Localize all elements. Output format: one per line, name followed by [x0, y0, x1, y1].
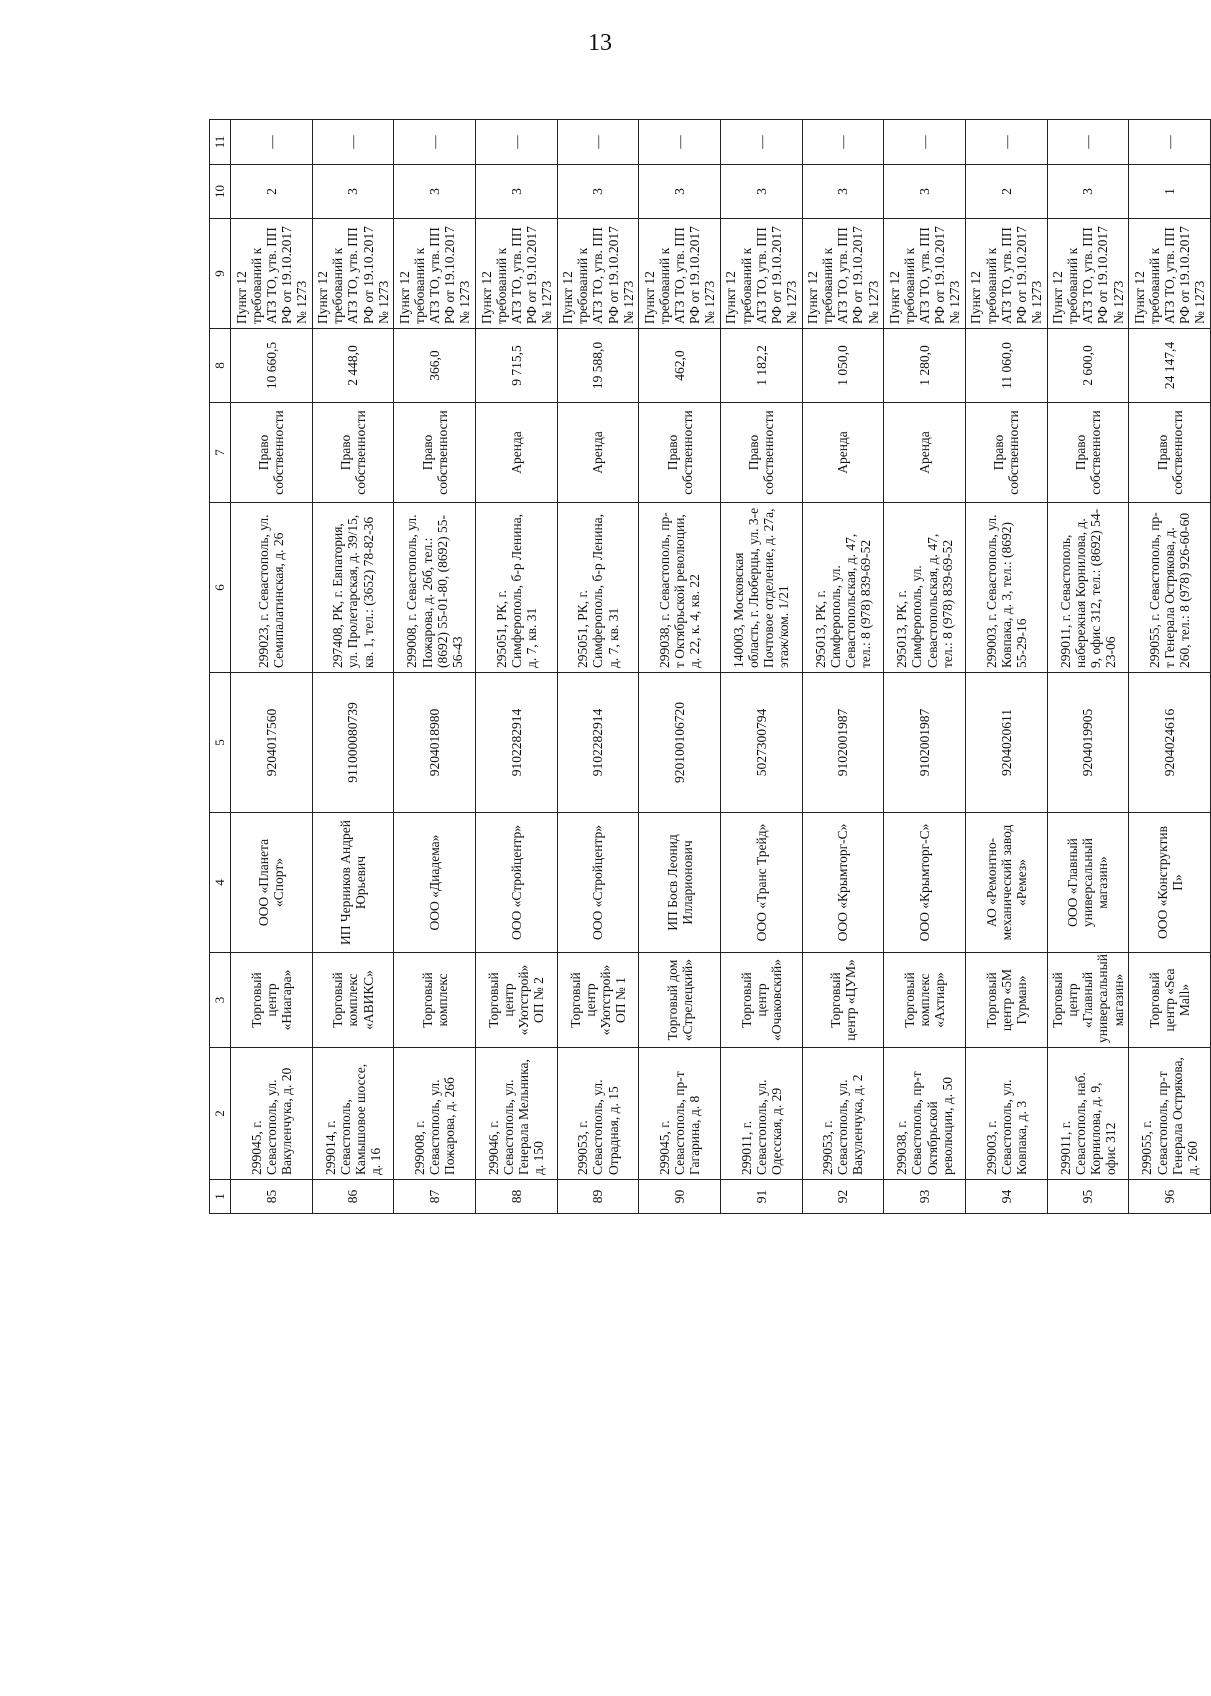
category-cell: 3 — [1047, 165, 1129, 219]
object-name-cell: Торговый центр «ЦУМ» — [802, 953, 884, 1048]
owner-name-cell: ООО «Крымторг-С» — [802, 813, 884, 953]
note-cell: — — [557, 120, 639, 165]
category-cell: 3 — [394, 165, 476, 219]
row-number-cell: 87 — [394, 1180, 476, 1214]
inn-cell: 5027300794 — [720, 673, 802, 813]
object-address-cell: 299014, г. Севастополь, Камышовое шоссе, д. 16 — [312, 1048, 394, 1180]
ownership-right-cell: Аренда — [802, 403, 884, 503]
row-number-cell: 95 — [1047, 1180, 1129, 1214]
basis-cell: Пункт 12 требований к АТЗ ТО, утв. ПП РФ от 19.10.2017 № 1273 — [557, 219, 639, 329]
inn-cell: 9102282914 — [557, 673, 639, 813]
table-row — [720, 120, 802, 1214]
owner-address-cell: 297408, РК, г. Евпатория, ул. Пролетарская, д. 39/15, кв. 1, тел.: (3652) 78-82-36 — [312, 503, 394, 673]
area-cell: 24 147,4 — [1129, 329, 1211, 403]
note-cell: — — [965, 120, 1047, 165]
category-cell: 3 — [557, 165, 639, 219]
basis-cell: Пункт 12 требований к АТЗ ТО, утв. ПП РФ от 19.10.2017 № 1273 — [231, 219, 313, 329]
ownership-right-cell: Право собственности — [1047, 403, 1129, 503]
column-header-2: 2 — [210, 1048, 231, 1180]
basis-cell: Пункт 12 требований к АТЗ ТО, утв. ПП РФ от 19.10.2017 № 1273 — [1129, 219, 1211, 329]
basis-cell: Пункт 12 требований к АТЗ ТО, утв. ПП РФ от 19.10.2017 № 1273 — [802, 219, 884, 329]
column-header-4: 4 — [210, 813, 231, 953]
row-number-cell: 91 — [720, 1180, 802, 1214]
ownership-right-cell: Право собственности — [312, 403, 394, 503]
object-name-cell: Торговый центр «Главный универсальный магазин» — [1047, 953, 1129, 1048]
basis-cell: Пункт 12 требований к АТЗ ТО, утв. ПП РФ от 19.10.2017 № 1273 — [884, 219, 966, 329]
column-header-3: 3 — [210, 953, 231, 1048]
object-address-cell: 299011, г. Севастополь, ул. Одесская, д. 29 — [720, 1048, 802, 1180]
object-address-cell: 299008, г. Севастополь, ул. Пожарова, д. 26б — [394, 1048, 476, 1180]
category-cell: 2 — [965, 165, 1047, 219]
owner-name-cell: ООО «Стройцентр» — [475, 813, 557, 953]
note-cell: — — [802, 120, 884, 165]
object-name-cell: Торговый дом «Стрелецкий» — [639, 953, 721, 1048]
inn-cell: 9102001987 — [884, 673, 966, 813]
table-row — [884, 120, 966, 1214]
table-row — [475, 120, 557, 1214]
table-row — [394, 120, 476, 1214]
object-address-cell: 299053, г. Севастополь, ул. Отрадная, д. 15 — [557, 1048, 639, 1180]
inn-cell: 9204024616 — [1129, 673, 1211, 813]
owner-name-cell: ИП Черников Андрей Юрьевич — [312, 813, 394, 953]
inn-cell: 9204017560 — [231, 673, 313, 813]
inn-cell: 920100106720 — [639, 673, 721, 813]
owner-address-cell: 295051, РК, г. Симферополь, б-р Ленина, д. 7, кв. 31 — [557, 503, 639, 673]
object-name-cell: Торговый комплекс «Ахтиар» — [884, 953, 966, 1048]
category-cell: 3 — [802, 165, 884, 219]
page-number: 13 — [588, 30, 612, 56]
object-address-cell: 299053, г. Севастополь, ул. Вакуленчука, д. 2 — [802, 1048, 884, 1180]
ownership-right-cell: Право собственности — [1129, 403, 1211, 503]
area-cell: 9 715,5 — [475, 329, 557, 403]
table-row — [1129, 120, 1211, 1214]
object-address-cell: 299003, г. Севастополь, ул. Ковпака, д. 3 — [965, 1048, 1047, 1180]
object-name-cell: Торговый центр «Ниагара» — [231, 953, 313, 1048]
object-address-cell: 299055, г. Севастополь, пр-т Генерала Острякова, д. 260 — [1129, 1048, 1211, 1180]
owner-name-cell: АО «Ремонтно-механический завод «Ремез» — [965, 813, 1047, 953]
row-number-cell: 88 — [475, 1180, 557, 1214]
object-address-cell: 299045, г. Севастополь, пр-т Гагарина, д. 8 — [639, 1048, 721, 1180]
basis-cell: Пункт 12 требований к АТЗ ТО, утв. ПП РФ от 19.10.2017 № 1273 — [312, 219, 394, 329]
area-cell: 1 280,0 — [884, 329, 966, 403]
object-name-cell: Торговый центр «5М Гурман» — [965, 953, 1047, 1048]
ownership-right-cell: Право собственности — [231, 403, 313, 503]
column-header-1: 1 — [210, 1180, 231, 1214]
column-header-7: 7 — [210, 403, 231, 503]
ownership-right-cell: Аренда — [557, 403, 639, 503]
area-cell: 462,0 — [639, 329, 721, 403]
object-name-cell: Торговый центр «Sea Mall» — [1129, 953, 1211, 1048]
owner-address-cell: 299038, г. Севастополь, пр-т Октябрьской революции, д. 22, к. 4, кв. 22 — [639, 503, 721, 673]
note-cell: — — [720, 120, 802, 165]
area-cell: 10 660,5 — [231, 329, 313, 403]
owner-address-cell: 299003, г. Севастополь, ул. Ковпака, д. 3, тел.: (8692) 55-29-16 — [965, 503, 1047, 673]
owner-name-cell: ООО «Крымторг-С» — [884, 813, 966, 953]
note-cell: — — [1047, 120, 1129, 165]
category-cell: 2 — [231, 165, 313, 219]
owner-address-cell: 299023, г. Севастополь, ул. Семипалатинская, д. 26 — [231, 503, 313, 673]
category-cell: 3 — [884, 165, 966, 219]
owner-address-cell: 299011, г. Севастополь, набережная Корнилова, д. 9, офис 312, тел.: (8692) 54-23-06 — [1047, 503, 1129, 673]
row-number-cell: 96 — [1129, 1180, 1211, 1214]
row-number-cell: 94 — [965, 1180, 1047, 1214]
ownership-right-cell: Право собственности — [394, 403, 476, 503]
note-cell: — — [475, 120, 557, 165]
note-cell: — — [312, 120, 394, 165]
column-header-10: 10 — [210, 165, 231, 219]
ownership-right-cell: Право собственности — [965, 403, 1047, 503]
basis-cell: Пункт 12 требований к АТЗ ТО, утв. ПП РФ от 19.10.2017 № 1273 — [965, 219, 1047, 329]
basis-cell: Пункт 12 требований к АТЗ ТО, утв. ПП РФ от 19.10.2017 № 1273 — [639, 219, 721, 329]
ownership-right-cell: Аренда — [884, 403, 966, 503]
owner-address-cell: 295051, РК, г. Симферополь, б-р Ленина, д. 7, кв. 31 — [475, 503, 557, 673]
basis-cell: Пункт 12 требований к АТЗ ТО, утв. ПП РФ от 19.10.2017 № 1273 — [475, 219, 557, 329]
inn-cell: 9204018980 — [394, 673, 476, 813]
category-cell: 3 — [475, 165, 557, 219]
note-cell: — — [639, 120, 721, 165]
area-cell: 1 050,0 — [802, 329, 884, 403]
table-row — [802, 120, 884, 1214]
basis-cell: Пункт 12 требований к АТЗ ТО, утв. ПП РФ от 19.10.2017 № 1273 — [1047, 219, 1129, 329]
owner-address-cell: 299055, г. Севастополь, пр-т Генерала Острякова, д. 260, тел.: 8 (978) 926-60-60 — [1129, 503, 1211, 673]
row-number-cell: 89 — [557, 1180, 639, 1214]
inn-cell: 9102001987 — [802, 673, 884, 813]
owner-name-cell: ООО «Планета «Спорт» — [231, 813, 313, 953]
table-row — [231, 120, 313, 1214]
column-header-6: 6 — [210, 503, 231, 673]
inn-cell: 9204019905 — [1047, 673, 1129, 813]
row-number-cell: 90 — [639, 1180, 721, 1214]
ownership-right-cell: Аренда — [475, 403, 557, 503]
area-cell: 1 182,2 — [720, 329, 802, 403]
owner-name-cell: ООО «Стройцентр» — [557, 813, 639, 953]
inn-cell: 911000080739 — [312, 673, 394, 813]
object-address-cell: 299038, г. Севастополь, пр-т Октябрьской революции, д. 50 — [884, 1048, 966, 1180]
object-name-cell: Торговый центр «Уютстрой» ОП № 1 — [557, 953, 639, 1048]
row-number-cell: 92 — [802, 1180, 884, 1214]
object-name-cell: Торговый комплекс «АВИКС» — [312, 953, 394, 1048]
ownership-right-cell: Право собственности — [639, 403, 721, 503]
row-number-cell: 85 — [231, 1180, 313, 1214]
table-row — [965, 120, 1047, 1214]
owner-address-cell: 299008, г. Севастополь, ул. Пожарова, д. 26б, тел.: (8692) 55-01-80, (8692) 55-56-43 — [394, 503, 476, 673]
note-cell: — — [1129, 120, 1211, 165]
owner-name-cell: ООО «Диадема» — [394, 813, 476, 953]
table-row — [557, 120, 639, 1214]
owner-address-cell: 295013, РК, г. Симферополь, ул. Севастопольская, д. 47, тел.: 8 (978) 839-69-52 — [802, 503, 884, 673]
object-name-cell: Торговый центр «Очаковский» — [720, 953, 802, 1048]
column-header-11: 11 — [210, 120, 231, 165]
row-number-cell: 93 — [884, 1180, 966, 1214]
category-cell: 3 — [639, 165, 721, 219]
object-name-cell: Торговый центр «Уютстрой» ОП № 2 — [475, 953, 557, 1048]
table-body — [231, 120, 1211, 1214]
registry-table-rotated — [209, 120, 1211, 1214]
table-row — [312, 120, 394, 1214]
object-name-cell: Торговый комплекс — [394, 953, 476, 1048]
object-address-cell: 299046, г. Севастополь, ул. Генерала Мельника, д. 150 — [475, 1048, 557, 1180]
area-cell: 19 588,0 — [557, 329, 639, 403]
category-cell: 3 — [720, 165, 802, 219]
column-header-5: 5 — [210, 673, 231, 813]
area-cell: 366,0 — [394, 329, 476, 403]
owner-address-cell: 295013, РК, г. Симферополь, ул. Севастопольская, д. 47, тел.: 8 (978) 839-69-52 — [884, 503, 966, 673]
column-header-8: 8 — [210, 329, 231, 403]
row-number-cell: 86 — [312, 1180, 394, 1214]
inn-cell: 9204020611 — [965, 673, 1047, 813]
registry-table — [209, 119, 1211, 1214]
ownership-right-cell: Право собственности — [720, 403, 802, 503]
table-row — [639, 120, 721, 1214]
inn-cell: 9102282914 — [475, 673, 557, 813]
object-address-cell: 299011, г. Севастополь, наб. Корнилова, д. 9, офис 312 — [1047, 1048, 1129, 1180]
area-cell: 2 448,0 — [312, 329, 394, 403]
object-address-cell: 299045, г. Севастополь, ул. Вакуленчука, д. 20 — [231, 1048, 313, 1180]
table-row — [1047, 120, 1129, 1214]
owner-name-cell: ООО «Транс Трейд» — [720, 813, 802, 953]
category-cell: 3 — [312, 165, 394, 219]
owner-address-cell: 140003, Московская область, г. Люберцы, ул. 3-е Почтовое отделение, д. 27а, этаж/ком. 1/21 — [720, 503, 802, 673]
category-cell: 1 — [1129, 165, 1211, 219]
header-row — [210, 120, 231, 1214]
note-cell: — — [884, 120, 966, 165]
note-cell: — — [394, 120, 476, 165]
owner-name-cell: ИП Босв Леонид Илларионович — [639, 813, 721, 953]
area-cell: 11 060,0 — [965, 329, 1047, 403]
area-cell: 2 600,0 — [1047, 329, 1129, 403]
column-header-9: 9 — [210, 219, 231, 329]
basis-cell: Пункт 12 требований к АТЗ ТО, утв. ПП РФ от 19.10.2017 № 1273 — [720, 219, 802, 329]
owner-name-cell: ООО «Конструктив П» — [1129, 813, 1211, 953]
basis-cell: Пункт 12 требований к АТЗ ТО, утв. ПП РФ от 19.10.2017 № 1273 — [394, 219, 476, 329]
owner-name-cell: ООО «Главный универсальный магазин» — [1047, 813, 1129, 953]
note-cell: — — [231, 120, 313, 165]
